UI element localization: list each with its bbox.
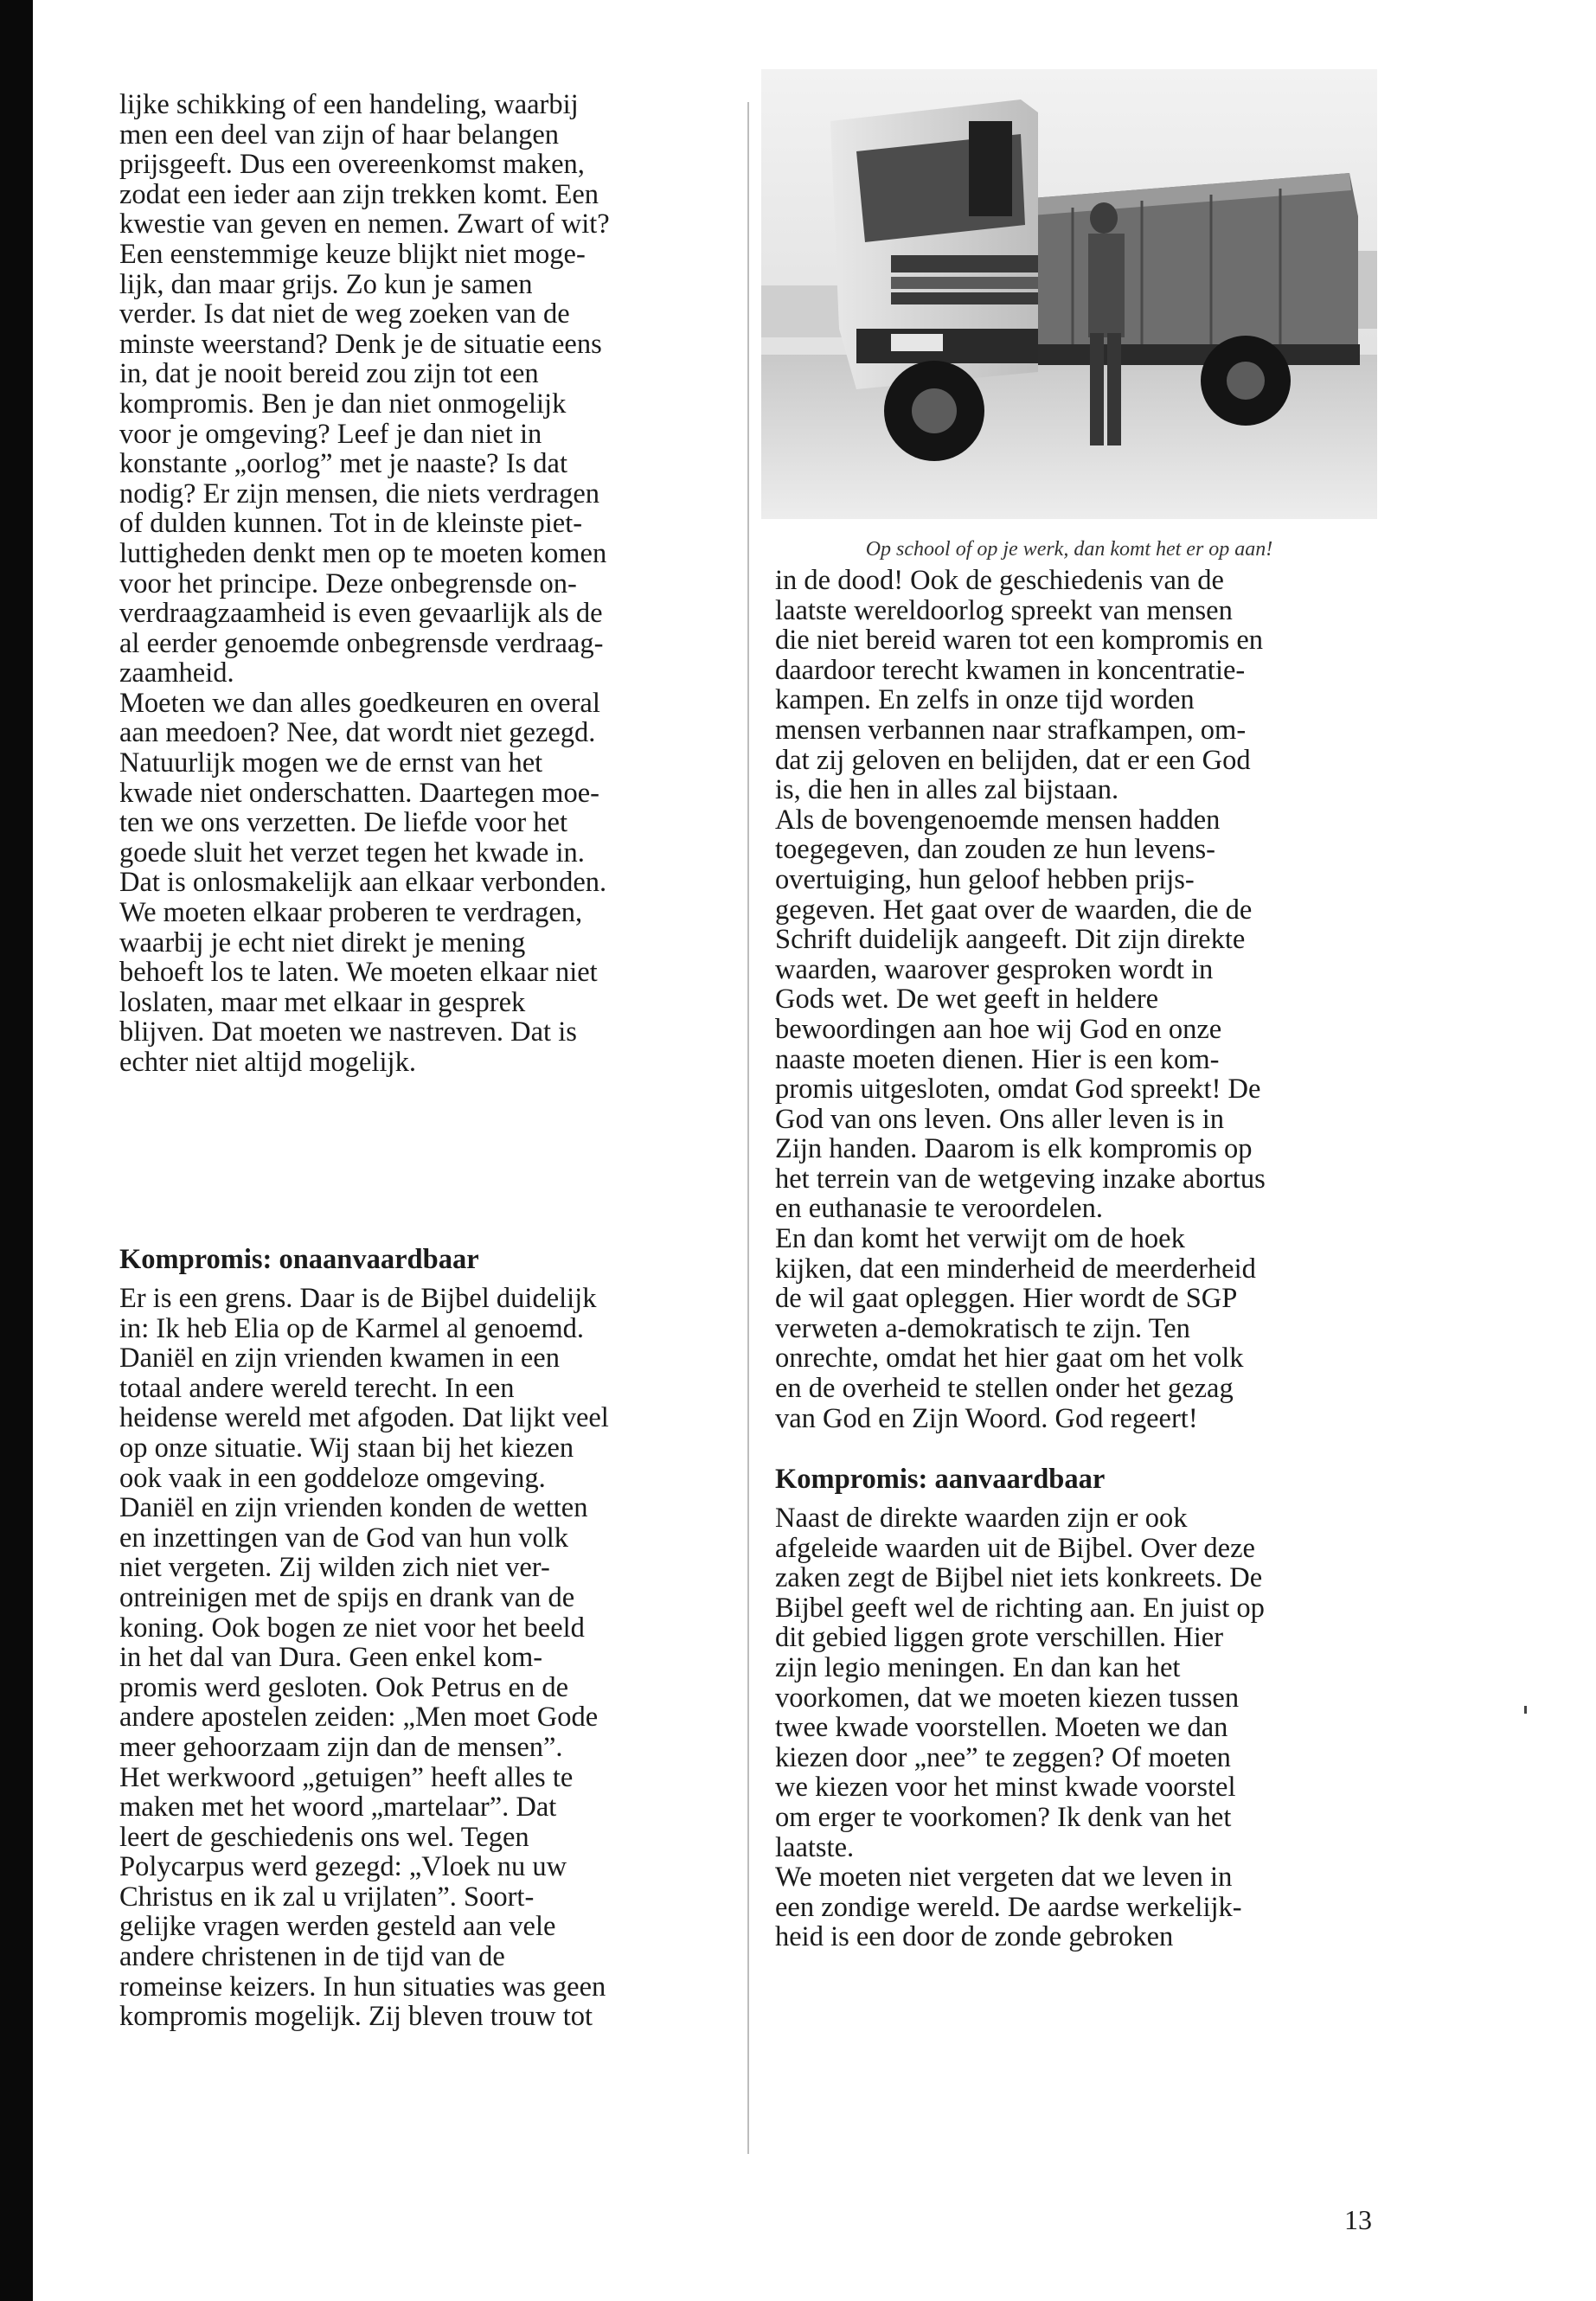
photo-figure [761, 69, 1377, 575]
text-line: toegegeven, dan zouden ze hun levens- [775, 834, 1215, 866]
text-line: goede sluit het verzet tegen het kwade in. [119, 836, 585, 868]
text-line: in het dal van Dura. Geen enkel kom- [119, 1642, 543, 1674]
truck-photo [761, 69, 1377, 519]
text-line: konstante „oorlog” met je naaste? Is dat [119, 448, 568, 480]
text-line: luttigheden denkt men op te moeten komen [119, 537, 607, 569]
text-line: loslaten, maar met elkaar in gesprek [119, 986, 526, 1018]
text-line: kwade niet onderschatten. Daartegen moe- [119, 777, 599, 809]
text-line: Polycarpus werd gezegd: „Vloek nu uw [119, 1851, 567, 1883]
text-line: we kiezen voor het minst kwade voorstel [775, 1772, 1236, 1804]
text-line: in: Ik heb Elia op de Karmel al genoemd. [119, 1312, 584, 1344]
text-line: leert de geschiedenis ons wel. Tegen [119, 1821, 529, 1853]
text-line: We moeten elkaar proberen te verdragen, [119, 897, 583, 929]
text-line: totaal andere wereld terecht. In een [119, 1372, 515, 1404]
text-line: zodat een ieder aan zijn trekken komt. Een [119, 178, 599, 210]
text-line: laatste wereldoorlog spreekt van mensen [775, 594, 1233, 626]
text-line: om erger te voorkomen? Ik denk van het [775, 1801, 1232, 1833]
text-line: kompromis. Ben je dan niet onmogelijk [119, 388, 567, 420]
section-heading-onaanvaardbaar: Kompromis: onaanvaardbaar [119, 1244, 479, 1275]
text-line: andere christenen in de tijd van de [119, 1941, 505, 1973]
text-line: Daniël en zijn vrienden konden de wetten [119, 1492, 588, 1524]
text-line: lijke schikking of een handeling, waarbij [119, 89, 579, 120]
page-number: 13 [1344, 2204, 1372, 2235]
text-line: daardoor terecht kwamen in koncentratie- [775, 654, 1246, 686]
text-line: naaste moeten dienen. Hier is een kom- [775, 1043, 1220, 1075]
text-line: God van ons leven. Ons aller leven is in [775, 1103, 1224, 1135]
text-line: al eerder genoemde onbegrensde verdraag- [119, 627, 604, 659]
right-text-block-b [775, 1503, 1265, 1952]
text-line: in, dat je nooit bereid zou zijn tot een [119, 358, 539, 390]
text-line: heid is een door de zonde gebroken [775, 1921, 1174, 1953]
text-line: Als de bovengenoemde mensen hadden [775, 804, 1221, 836]
text-line: overtuiging, hun geloof hebben prijs- [775, 863, 1195, 895]
text-line: het terrein van de wetgeving inzake abortus [775, 1163, 1266, 1195]
text-line: kompromis mogelijk. Zij bleven trouw tot [119, 2001, 593, 2033]
text-line: waarden, waarover gesproken wordt in [775, 953, 1214, 985]
text-line: kijken, dat een minderheid de meerderheid [775, 1253, 1256, 1285]
text-line: laatste. [775, 1831, 855, 1863]
left-text-block-a [119, 90, 610, 1078]
text-line: heidense wereld met afgoden. Dat lijkt veel [119, 1402, 609, 1434]
text-line: bewoordingen aan hoe wij God en onze [775, 1013, 1222, 1045]
text-line: lijk, dan maar grijs. Zo kun je samen [119, 268, 533, 300]
text-line: die niet bereid waren tot een kompromis en [775, 625, 1264, 657]
text-line: Moeten we dan alles goedkeuren en overal [119, 687, 600, 719]
text-line: Natuurlijk mogen we de ernst van het [119, 747, 543, 779]
text-line: ontreinigen met de spijs en drank van de [119, 1581, 575, 1613]
text-line: behoeft los te laten. We moeten elkaar niet [119, 957, 598, 989]
text-line: minste weerstand? Denk je de situatie eens [119, 328, 602, 360]
text-line: zaken zegt de Bijbel niet iets konkreets. De [775, 1562, 1263, 1594]
text-line: kwestie van geven en nemen. Zwart of wit? [119, 208, 610, 240]
text-line: of dulden kunnen. Tot in de kleinste piet- [119, 508, 583, 540]
text-line: aan meedoen? Nee, dat wordt niet gezegd. [119, 717, 596, 749]
text-line: zaamheid. [119, 657, 234, 689]
text-line: dit gebied liggen grote verschillen. Hier [775, 1622, 1224, 1654]
text-line: Dat is onlosmakelijk aan elkaar verbonden. [119, 867, 607, 899]
text-line: Naast de direkte waarden zijn er ook [775, 1503, 1188, 1534]
text-line: waarbij je echt niet direkt je mening [119, 926, 526, 958]
text-line: mensen verbannen naar strafkampen, om- [775, 714, 1247, 746]
column-divider [747, 102, 749, 2154]
text-line: koning. Ook bogen ze niet voor het beeld [119, 1612, 585, 1644]
text-line: men een deel van zijn of haar belangen [119, 119, 560, 151]
text-line: voor je omgeving? Leef je dan niet in [119, 418, 542, 450]
text-line: Het werkwoord „getuigen” heeft alles te [119, 1761, 574, 1793]
scan-binding-edge [0, 0, 33, 2301]
text-line: gelijke vragen werden gesteld aan vele [119, 1911, 556, 1943]
text-line: Daniël en zijn vrienden kwamen in een [119, 1343, 560, 1375]
text-line: En dan komt het verwijt om de hoek [775, 1223, 1185, 1255]
text-line: zijn legio meningen. En dan kan het [775, 1651, 1181, 1683]
section-heading-aanvaardbaar: Kompromis: aanvaardbaar [775, 1464, 1106, 1495]
text-line: romeinse keizers. In hun situaties was geen [119, 1971, 606, 2003]
text-line: twee kwade voorstellen. Moeten we dan [775, 1712, 1228, 1744]
text-line: voorkomen, dat we moeten kiezen tussen [775, 1682, 1240, 1714]
text-line: ook vaak in een goddeloze omgeving. [119, 1462, 546, 1494]
text-line: blijven. Dat moeten we nastreven. Dat is [119, 1016, 577, 1048]
text-line: ten we ons verzetten. De liefde voor het [119, 807, 567, 839]
text-line: op onze situatie. Wij staan bij het kiezen [119, 1432, 574, 1464]
text-line: verder. Is dat niet de weg zoeken van de [119, 298, 570, 330]
text-line: Schrift duidelijk aangeeft. Dit zijn direkte [775, 924, 1246, 956]
text-line: andere apostelen zeiden: „Men moet Gode [119, 1702, 599, 1734]
text-line: kiezen door „nee” te zeggen? Of moeten [775, 1741, 1231, 1773]
text-line: Gods wet. De wet geeft in heldere [775, 984, 1159, 1016]
text-line: in de dood! Ook de geschiedenis van de [775, 565, 1224, 596]
text-line: de wil gaat opleggen. Hier wordt de SGP [775, 1283, 1238, 1315]
text-line: en de overheid te stellen onder het gezag [775, 1373, 1234, 1405]
text-line: verweten a-demokratisch te zijn. Ten [775, 1312, 1190, 1344]
right-text-block-a [775, 566, 1266, 1433]
text-line: van God en Zijn Woord. God regeert! [775, 1402, 1198, 1434]
text-line: voor het principe. Deze onbegrensde on- [119, 567, 577, 599]
text-line: promis werd gesloten. Ook Petrus en de [119, 1671, 569, 1703]
text-line: niet vergeten. Zij wilden zich niet ver- [119, 1552, 550, 1584]
text-line: echter niet altijd mogelijk. [119, 1047, 416, 1078]
text-line: We moeten niet vergeten dat we leven in [775, 1862, 1233, 1894]
text-line: en inzettingen van de God van hun volk [119, 1522, 568, 1554]
text-line: Zijn handen. Daarom is elk kompromis op [775, 1133, 1253, 1165]
text-line: verdraagzaamheid is even gevaarlijk als de [119, 598, 603, 630]
text-line: kampen. En zelfs in onze tijd worden [775, 684, 1195, 716]
text-line: maken met het woord „martelaar”. Dat [119, 1791, 557, 1823]
text-line: Een eenstemmige keuze blijkt niet moge- [119, 238, 586, 270]
text-line: Er is een grens. Daar is de Bijbel duidelijk [119, 1283, 597, 1314]
text-line: nodig? Er zijn mensen, die niets verdragen [119, 478, 600, 510]
photo-caption: Op school of op je werk, dan komt het er op aan! [865, 538, 1273, 561]
text-line: afgeleide waarden uit de Bijbel. Over deze [775, 1532, 1255, 1564]
text-line: Bijbel geeft wel de richting aan. En juist op [775, 1592, 1265, 1624]
text-line: is, die hen in alles zal bijstaan. [775, 774, 1119, 806]
text-line: dat zij geloven en belijden, dat er een God [775, 744, 1251, 776]
text-line: een zondige wereld. De aardse werkelijk- [775, 1891, 1242, 1923]
left-text-block-b [119, 1284, 609, 2032]
scan-speck [1524, 1706, 1527, 1714]
text-line: meer gehoorzaam zijn dan de mensen”. [119, 1731, 563, 1763]
text-line: Christus en ik zal u vrijlaten”. Soort- [119, 1881, 535, 1913]
text-line: en euthanasie te veroordelen. [775, 1193, 1103, 1225]
text-line: promis uitgesloten, omdat God spreekt! De [775, 1074, 1261, 1106]
text-line: prijsgeeft. Dus een overeenkomst maken, [119, 149, 585, 181]
text-line: gegeven. Het gaat over de waarden, die de [775, 894, 1253, 926]
text-line: onrechte, omdat het hier gaat om het volk [775, 1343, 1244, 1375]
